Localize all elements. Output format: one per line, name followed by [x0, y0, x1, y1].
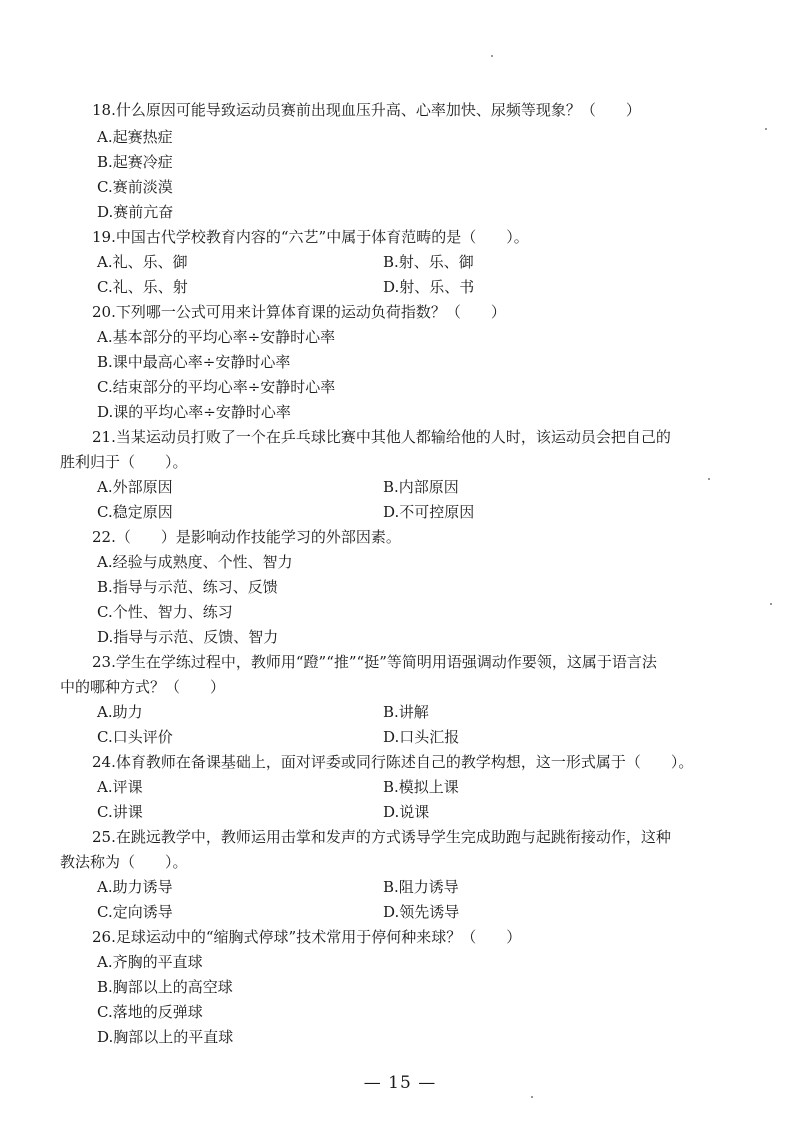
question-25-option-b: B.阻力诱导 [383, 878, 459, 896]
page-number: — 15 — [363, 1073, 437, 1093]
question-21-option-b: B.内部原因 [383, 478, 459, 496]
scan-speck [531, 1096, 533, 1098]
question-20-option-d: D.课的平均心率÷安静时心率 [97, 403, 291, 421]
question-22-text: 22.（ ）是影响动作技能学习的外部因素。 [92, 528, 401, 546]
question-24-option-c: C.讲课 [97, 803, 143, 821]
question-22-option-b: B.指导与示范、练习、反馈 [97, 578, 278, 596]
question-23-option-c: C.口头评价 [97, 728, 173, 746]
question-18-text: 18.什么原因可能导致运动员赛前出现血压升高、心率加快、尿频等现象？（ ） [92, 101, 641, 119]
question-21-option-a: A.外部原因 [97, 478, 173, 496]
question-25-option-d: D.领先诱导 [383, 903, 460, 921]
scan-speck [770, 603, 772, 605]
question-24-option-d: D.说课 [383, 803, 430, 821]
scan-speck [491, 55, 493, 57]
question-21-option-d: D.不可控原因 [383, 503, 475, 521]
question-25-option-c: C.定向诱导 [97, 903, 173, 921]
question-21-text: 21.当某运动员打败了一个在乒乓球比赛中其他人都输给他的人时，该运动员会把自己的 [92, 428, 671, 446]
question-19-option-b: B.射、乐、御 [383, 253, 474, 271]
scan-speck [765, 128, 767, 130]
question-18-option-d: D.赛前亢奋 [97, 203, 174, 221]
question-26-option-b: B.胸部以上的高空球 [97, 978, 233, 996]
question-21-continuation: 胜利归于（ ）。 [60, 453, 188, 471]
question-21-option-c: C.稳定原因 [97, 503, 173, 521]
question-24-option-b: B.模拟上课 [383, 778, 459, 796]
question-20-text: 20.下列哪一公式可用来计算体育课的运动负荷指数？（ ） [92, 303, 506, 321]
question-20-option-c: C.结束部分的平均心率÷安静时心率 [97, 378, 336, 396]
question-26-option-c: C.落地的反弹球 [97, 1003, 203, 1021]
question-22-option-c: C.个性、智力、练习 [97, 603, 233, 621]
question-19-option-c: C.礼、乐、射 [97, 278, 188, 296]
question-22-option-a: A.经验与成熟度、个性、智力 [97, 553, 293, 571]
question-23-continuation: 中的哪种方式？（ ） [60, 678, 226, 696]
question-26-option-a: A.齐胸的平直球 [97, 953, 203, 971]
question-23-option-d: D.口头汇报 [383, 728, 460, 746]
question-20-option-a: A.基本部分的平均心率÷安静时心率 [97, 328, 336, 346]
question-25-continuation: 教法称为（ ）。 [60, 853, 188, 871]
question-26-text: 26.足球运动中的“缩胸式停球”技术常用于停何种来球？（ ） [92, 928, 522, 946]
question-23-option-a: A.助力 [97, 703, 143, 721]
question-22-option-d: D.指导与示范、反馈、智力 [97, 628, 279, 646]
question-25-text: 25.在跳远教学中，教师运用击掌和发声的方式诱导学生完成助跑与起跳衔接动作，这种 [92, 828, 671, 846]
question-18-option-b: B.起赛冷症 [97, 153, 173, 171]
question-18-option-a: A.起赛热症 [97, 128, 173, 146]
question-24-text: 24.体育教师在备课基础上，面对评委或同行陈述自己的教学构想，这一形式属于（ ）。 [92, 753, 694, 771]
question-18-option-c: C.赛前淡漠 [97, 178, 173, 196]
scan-speck [708, 478, 710, 480]
question-24-option-a: A.评课 [97, 778, 143, 796]
question-20-option-b: B.课中最高心率÷安静时心率 [97, 353, 291, 371]
question-19-text: 19.中国古代学校教育内容的“六艺”中属于体育范畴的是（ ）。 [92, 228, 529, 246]
question-23-text: 23.学生在学练过程中，教师用“蹬”“推”“挺”等简明用语强调动作要领，这属于语言法 [92, 653, 657, 671]
question-19-option-a: A.礼、乐、御 [97, 253, 188, 271]
question-26-option-d: D.胸部以上的平直球 [97, 1028, 234, 1046]
question-25-option-a: A.助力诱导 [97, 878, 173, 896]
question-23-option-b: B.讲解 [383, 703, 429, 721]
question-19-option-d: D.射、乐、书 [383, 278, 475, 296]
